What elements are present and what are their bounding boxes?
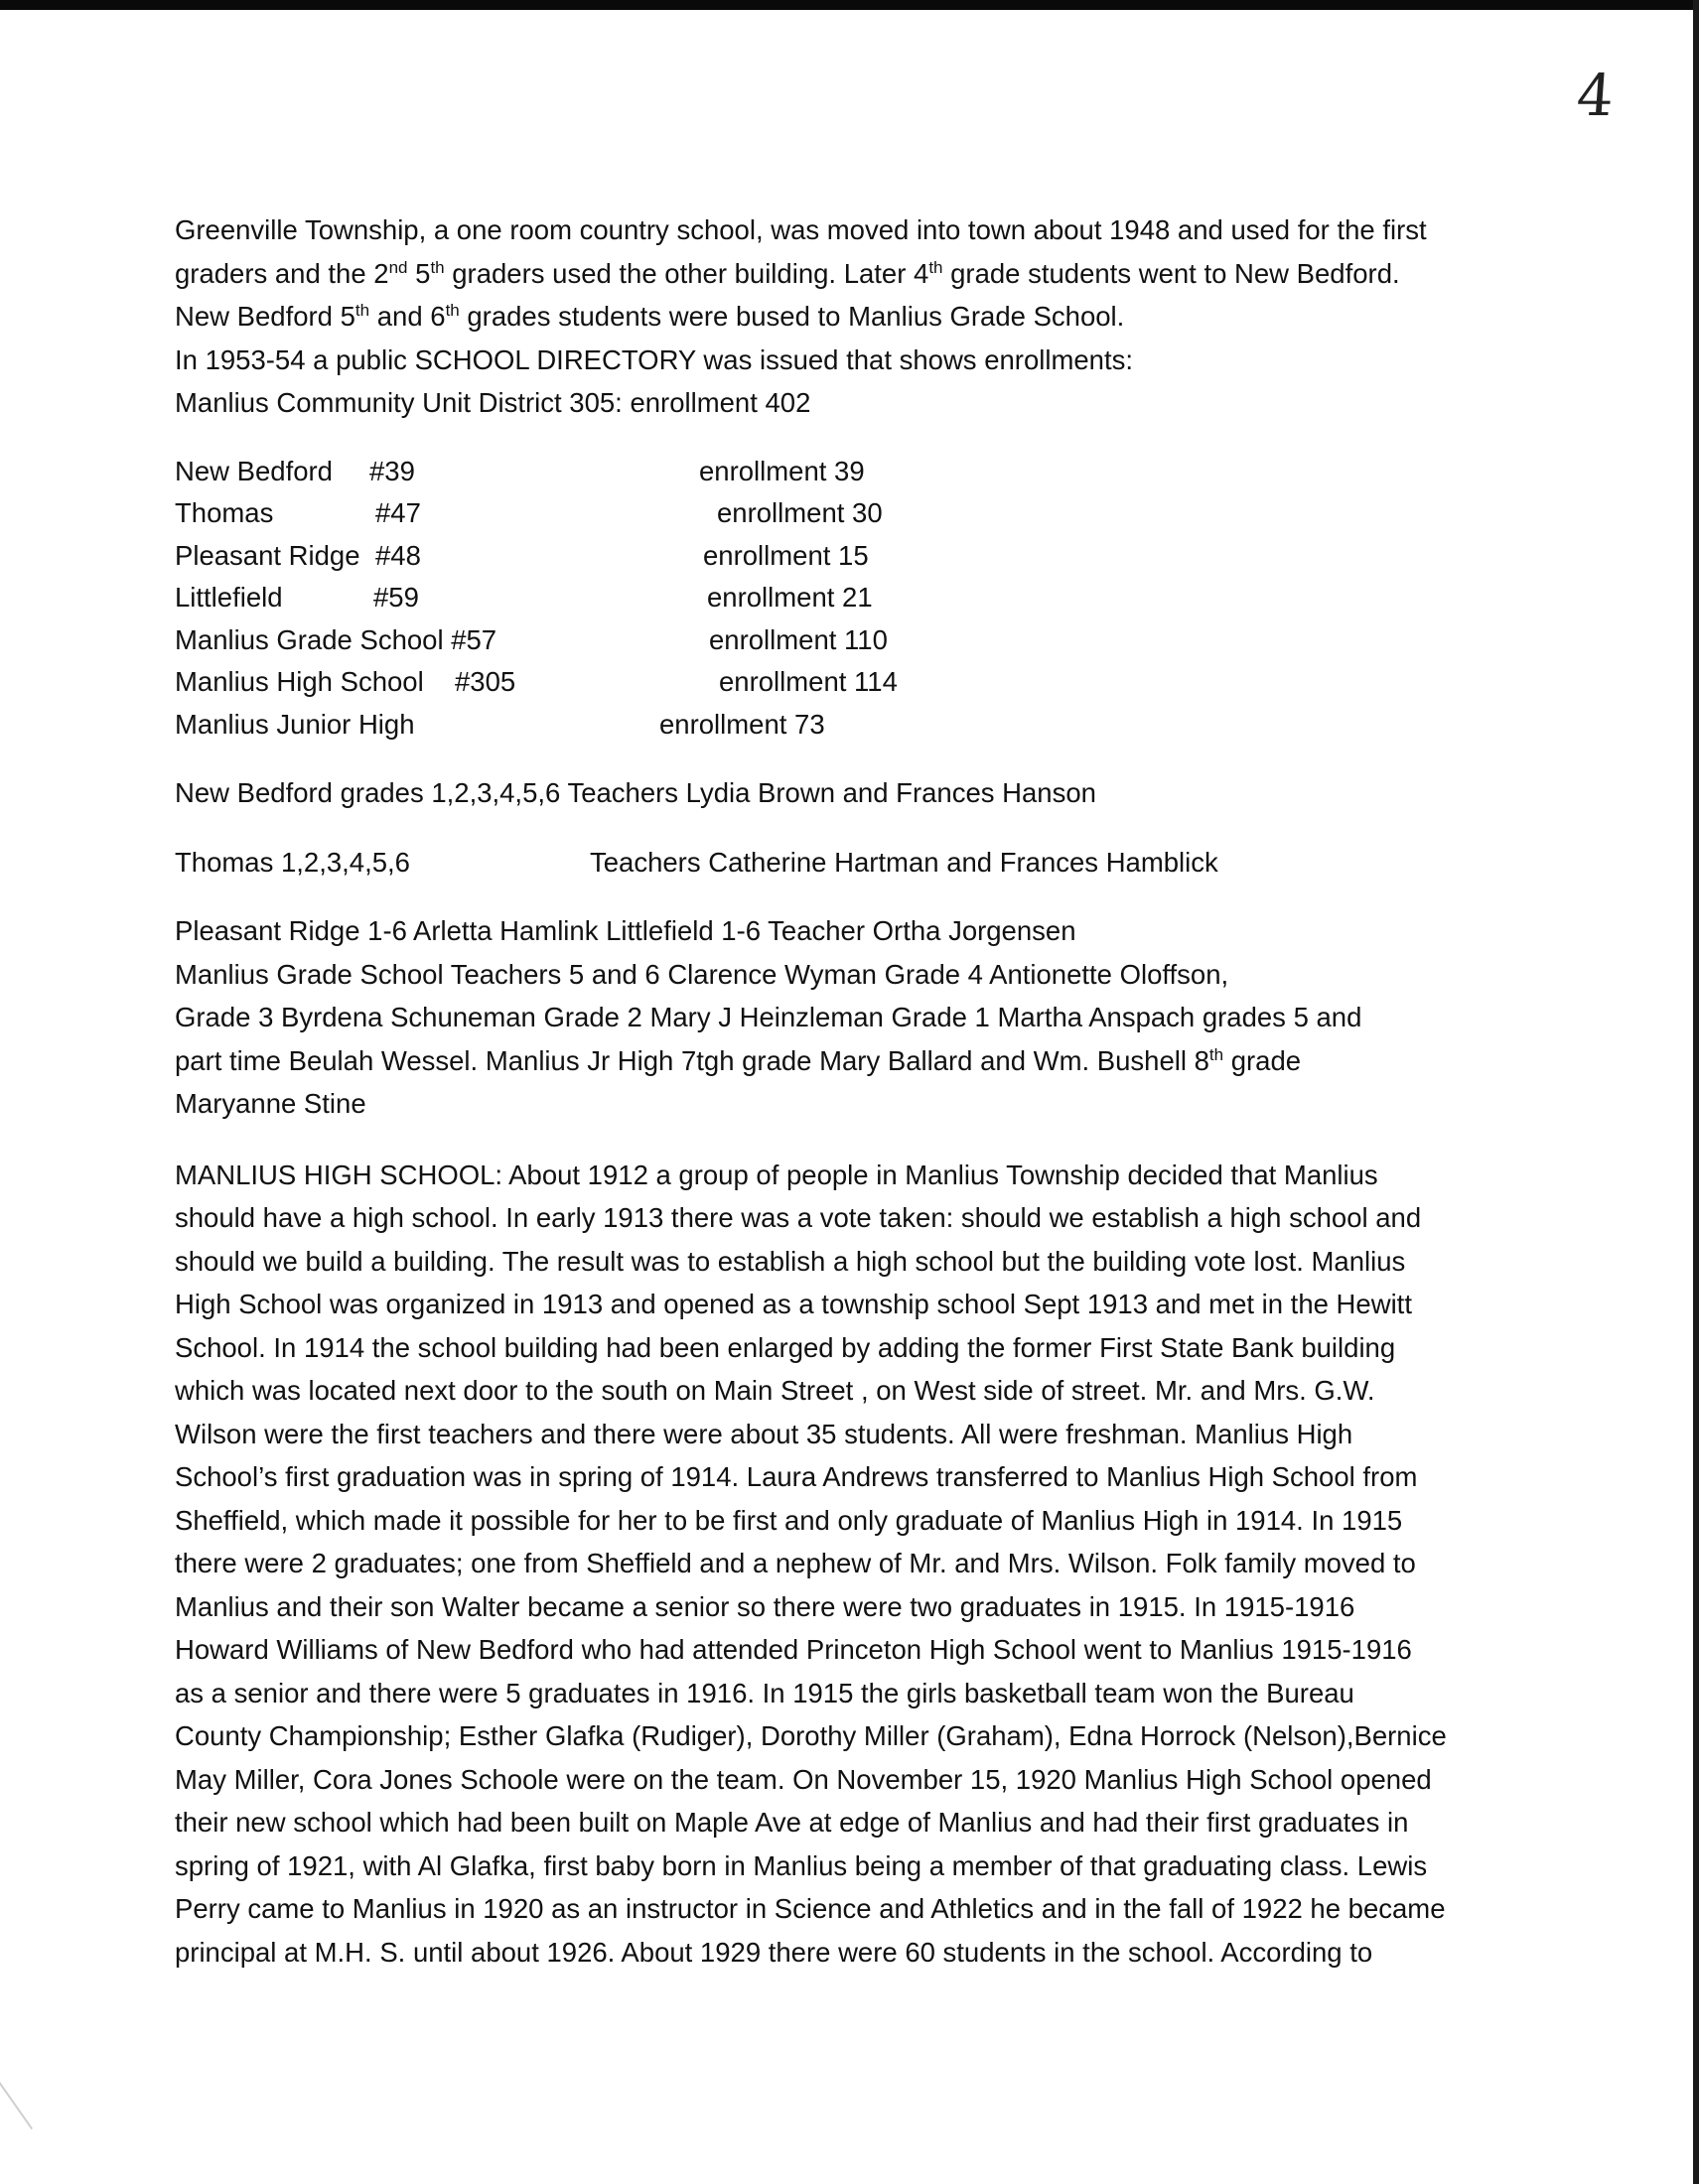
paragraph-line: Sheffield, which made it possible for her to be first and only graduate of Manlius High in 1914. In 1915 — [175, 1504, 1403, 1536]
enrollment-row — [175, 535, 1486, 578]
intro-line-3: New Bedford 5th and 6th grades students were bused to Manlius Grade School. — [175, 301, 1125, 332]
school-name: New Bedford — [175, 455, 333, 486]
enrollment-row — [175, 619, 1486, 662]
teachers-line-2: Manlius Grade School Teachers 5 and 6 Clarence Wyman Grade 4 Antionette Oloffson, — [175, 958, 1229, 990]
intro-line-2: graders and the 2nd 5th graders used the other building. Later 4th grade students went to New Bedford. — [175, 257, 1400, 289]
scan-mark — [0, 2080, 33, 2129]
enrollment-value: enrollment 30 — [717, 497, 883, 528]
enrollment-value: enrollment 15 — [703, 539, 869, 571]
school-name: Manlius Junior High — [175, 708, 415, 740]
school-number: #305 — [455, 666, 516, 697]
paragraph-line: should have a high school. In early 1913 there was a vote taken: should we establish a high school and — [175, 1202, 1422, 1233]
paragraph-line: School. In 1914 the school building had been enlarged by adding the former First State Bank building — [175, 1331, 1396, 1363]
paragraph-line: as a senior and there were 5 graduates in 1916. In 1915 the girls basketball team won the Bureau — [175, 1677, 1354, 1708]
enrollment-value: enrollment 21 — [707, 582, 873, 613]
enrollment-value: enrollment 114 — [719, 666, 898, 697]
paragraph-line: should we build a building. The result was to establish a high school but the building vote lost. Manlius — [175, 1245, 1406, 1277]
enrollment-row — [175, 661, 1486, 704]
school-name: Manlius Grade School #57 — [175, 623, 497, 655]
school-number: #48 — [375, 539, 421, 571]
high-school-paragraph — [175, 1154, 1486, 1975]
scan-right-edge — [1693, 0, 1699, 2184]
school-name: Pleasant Ridge — [175, 539, 360, 571]
paragraph-line: MANLIUS HIGH SCHOOL: About 1912 a group of people in Manlius Township decided that Manlius — [175, 1159, 1378, 1190]
teachers-line-3: Grade 3 Byrdena Schuneman Grade 2 Mary J Heinzleman Grade 1 Martha Anspach grades 5 and — [175, 1002, 1362, 1032]
page-number: 4 — [1574, 62, 1617, 129]
teachers-line-4: part time Beulah Wessel. Manlius Jr High 7tgh grade Mary Ballard and Wm. Bushell 8th grade — [175, 1044, 1302, 1076]
paragraph-line: School’s first graduation was in spring of 1914. Laura Andrews transferred to Manlius High School from — [175, 1461, 1418, 1492]
teachers-line-1: Pleasant Ridge 1-6 Arletta Hamlink Littlefield 1-6 Teacher Ortha Jorgensen — [175, 915, 1076, 946]
paragraph-line: there were 2 graduates; one from Sheffield and a nephew of Mr. and Mrs. Wilson. Folk family moved to — [175, 1548, 1416, 1578]
thomas-teachers: Teachers Catherine Hartman and Frances Hamblick — [590, 846, 1218, 878]
school-name: Littlefield — [175, 582, 283, 613]
enrollment-value: enrollment 39 — [699, 455, 865, 486]
school-name: Manlius High School — [175, 666, 424, 697]
intro-line-1: Greenville Township, a one room country school, was moved into town about 1948 and used for the first — [175, 214, 1427, 245]
intro-line-5: Manlius Community Unit District 305: enrollment 402 — [175, 387, 811, 418]
school-number: #47 — [375, 497, 421, 528]
scan-top-edge — [0, 0, 1699, 10]
teachers-line-5: Maryanne Stine — [175, 1088, 366, 1119]
paragraph-line: spring of 1921, with Al Glafka, first baby born in Manlius being a member of that graduating class. Lewis — [175, 1849, 1428, 1881]
school-number: #39 — [369, 455, 415, 486]
paragraph-line: May Miller, Cora Jones Schoole were on the team. On November 15, 1920 Manlius High School opened — [175, 1763, 1432, 1795]
teachers-thomas — [175, 841, 1486, 885]
enrollment-row — [175, 704, 1486, 747]
enrollment-list — [175, 451, 1486, 747]
enrollment-value: enrollment 73 — [659, 708, 825, 740]
paragraph-line: High School was organized in 1913 and opened as a township school Sept 1913 and met in the Hewitt — [175, 1289, 1412, 1319]
enrollment-row — [175, 577, 1486, 619]
paragraph-line: principal at M.H. S. until about 1926. About 1929 there were 60 students in the school. According to — [175, 1936, 1373, 1968]
thomas-grades: Thomas 1,2,3,4,5,6 — [175, 846, 410, 878]
teachers-new-bedford: New Bedford grades 1,2,3,4,5,6 Teachers Lydia Brown and Frances Hanson — [175, 777, 1096, 808]
paragraph-line: Howard Williams of New Bedford who had attended Princeton High School went to Manlius 1915-1916 — [175, 1634, 1412, 1665]
enrollment-value: enrollment 110 — [709, 623, 888, 655]
paragraph-line: Perry came to Manlius in 1920 as an instructor in Science and Athletics and in the fall of 1922 he became — [175, 1893, 1446, 1924]
paragraph-line: County Championship; Esther Glafka (Rudiger), Dorothy Miller (Graham), Edna Horrock (Nelson),Bernice — [175, 1720, 1447, 1751]
paragraph-line: their new school which had been built on Maple Ave at edge of Manlius and had their first graduates in — [175, 1807, 1409, 1838]
paragraph-line: Manlius and their son Walter became a senior so there were two graduates in 1915. In 1915-1916 — [175, 1590, 1355, 1622]
enrollment-row — [175, 451, 1486, 493]
paragraph-line: Wilson were the first teachers and there were about 35 students. All were freshman. Manlius High — [175, 1418, 1353, 1449]
document-body — [175, 208, 1486, 1974]
school-number: #59 — [373, 582, 419, 613]
enrollment-row — [175, 492, 1486, 535]
paragraph-line: which was located next door to the south on Main Street , on West side of street. Mr. and Mrs. G.W. — [175, 1375, 1375, 1406]
school-name: Thomas — [175, 497, 274, 528]
intro-line-4: In 1953-54 a public SCHOOL DIRECTORY was issued that shows enrollments: — [175, 343, 1133, 375]
